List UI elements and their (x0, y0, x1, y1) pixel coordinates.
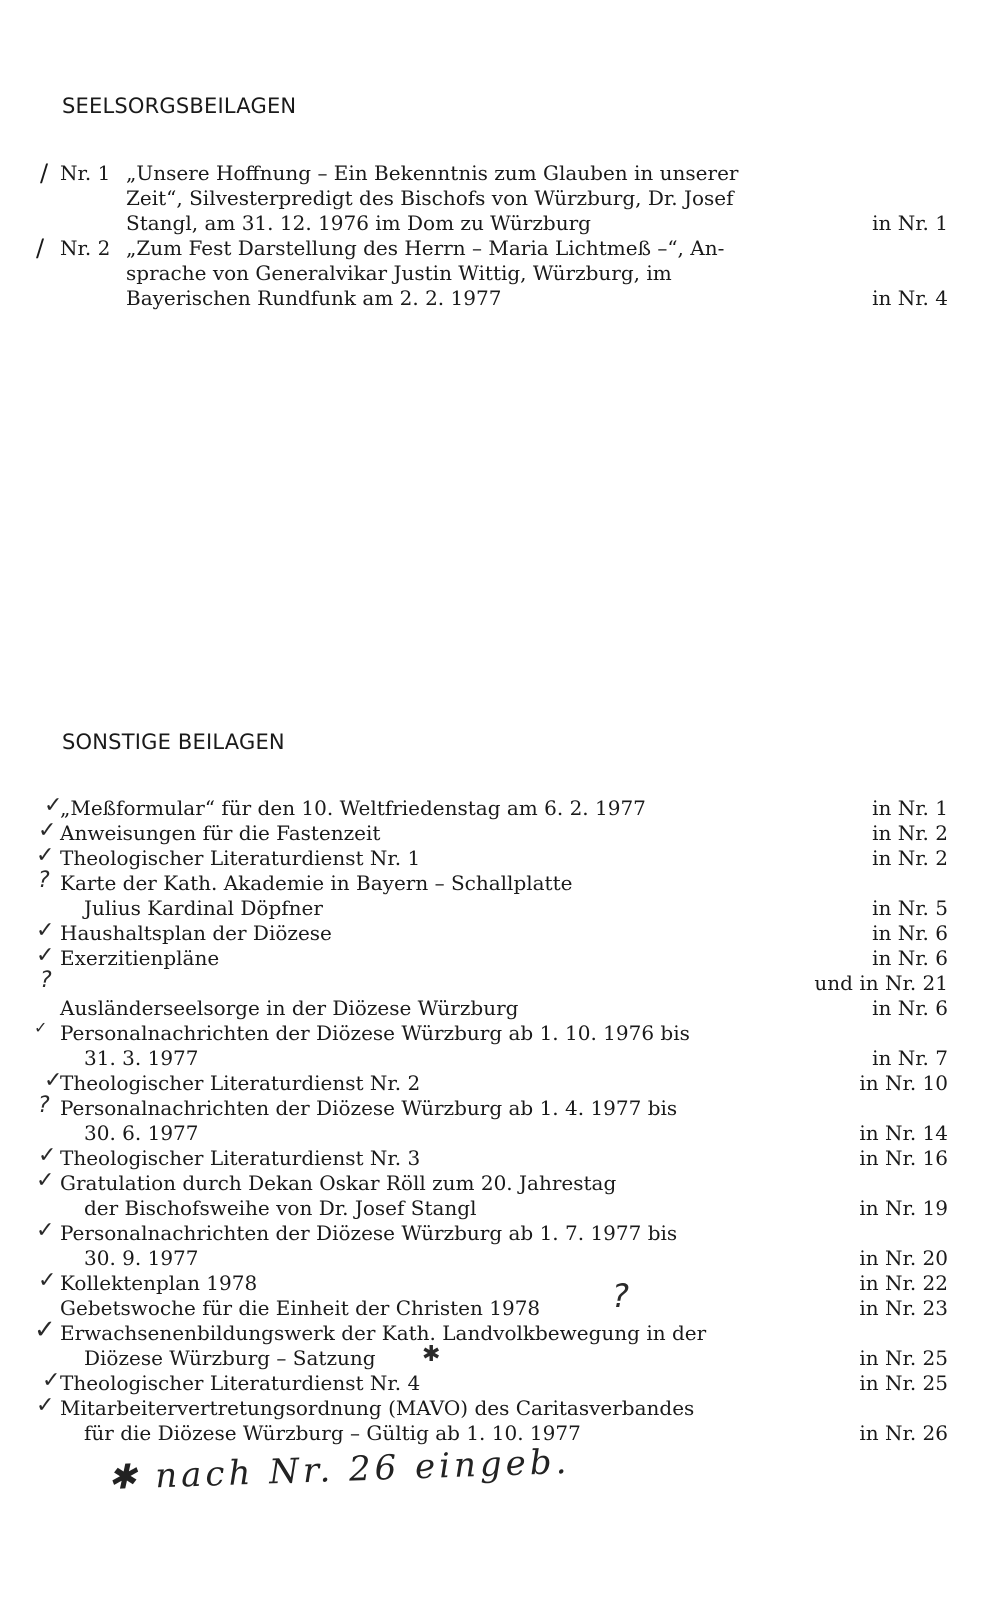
entry-text-line: Theologischer Literaturdienst Nr. 1 (60, 846, 421, 870)
check-mark: ✓ (36, 1393, 55, 1418)
check-mark: ✓ (36, 843, 55, 868)
entry-text-line: Haushaltsplan der Diözese (60, 921, 332, 945)
check-mark: ✓ (42, 1368, 61, 1393)
issue-reference: in Nr. 22 (859, 1271, 948, 1295)
asterisk-mark: ✱ (422, 1342, 441, 1367)
issue-reference: in Nr. 2 (872, 846, 948, 870)
entry-text-line: Ausländerseelsorge in der Diözese Würzburg (60, 996, 519, 1020)
issue-reference: in Nr. 10 (859, 1071, 948, 1095)
issue-reference: in Nr. 5 (872, 896, 948, 920)
entry-text-line: Gratulation durch Dekan Oskar Röll zum 20. Jahrestag (60, 1171, 617, 1195)
check-mark: ✓ (36, 943, 55, 968)
entry-text-line: Mitarbeitervertretungsordnung (MAVO) des Caritasverbandes (60, 1396, 695, 1420)
entry-text-line: Julius Kardinal Döpfner (84, 896, 323, 920)
entry-text-line: 30. 6. 1977 (84, 1121, 199, 1145)
entry-text-line: Theologischer Literaturdienst Nr. 3 (60, 1146, 421, 1170)
issue-reference: in Nr. 25 (859, 1371, 948, 1395)
question-mark: ? (40, 968, 52, 993)
check-mark: ✓ (36, 1218, 55, 1243)
entry-text-line: Theologischer Literaturdienst Nr. 4 (60, 1371, 421, 1395)
check-mark: ✓ (34, 1018, 48, 1037)
entry-text-line: Exerzitienpläne (60, 946, 220, 970)
entry-text-line: Karte der Kath. Akademie in Bayern – Schallplatte (60, 871, 573, 895)
entry-text-line: Theologischer Literaturdienst Nr. 2 (60, 1071, 421, 1095)
issue-reference: in Nr. 4 (872, 286, 948, 310)
entry-text-line: Kollektenplan 1978 (60, 1271, 258, 1295)
issue-reference: in Nr. 16 (859, 1146, 948, 1170)
check-mark: / (40, 159, 49, 187)
section-heading-sonstige: SONSTIGE BEILAGEN (62, 730, 285, 754)
entry-text-line: Bayerischen Rundfunk am 2. 2. 1977 (126, 286, 502, 310)
issue-reference: in Nr. 26 (859, 1421, 948, 1445)
check-mark: ✓ (38, 1268, 57, 1293)
entry-text-line: Erwachsenenbildungswerk der Kath. Landvolkbewegung in der (60, 1321, 707, 1345)
entry-text-line: der Bischofsweihe von Dr. Josef Stangl (84, 1196, 477, 1220)
check-mark: ✓ (34, 1315, 56, 1345)
question-mark: ? (612, 1277, 629, 1315)
question-mark: ? (38, 868, 50, 893)
entry-text-line: Stangl, am 31. 12. 1976 im Dom zu Würzburg (126, 211, 591, 235)
entry-text-line: Anweisungen für die Fastenzeit (60, 821, 381, 845)
handwritten-note: ✱ nach Nr. 26 eingeb. (107, 1441, 571, 1498)
issue-reference: in Nr. 2 (872, 821, 948, 845)
issue-reference: in Nr. 6 (872, 996, 948, 1020)
check-mark: ✓ (38, 1143, 57, 1168)
issue-reference: in Nr. 1 (872, 211, 948, 235)
entry-text-line: Personalnachrichten der Diözese Würzburg ab 1. 7. 1977 bis (60, 1221, 678, 1245)
issue-reference: in Nr. 19 (859, 1196, 948, 1220)
entry-number: Nr. 1 (60, 161, 111, 185)
entry-text-line: „Unsere Hoffnung – Ein Bekenntnis zum Glauben in unserer (126, 161, 739, 185)
section-heading-seelsorge: SEELSORGSBEILAGEN (62, 94, 297, 118)
issue-reference: in Nr. 23 (859, 1296, 948, 1320)
check-mark: / (36, 234, 45, 262)
entry-text-line: Personalnachrichten der Diözese Würzburg ab 1. 10. 1976 bis (60, 1021, 690, 1045)
entry-text-line: Gebetswoche für die Einheit der Christen 1978 (60, 1296, 541, 1320)
entry-number: Nr. 2 (60, 236, 111, 260)
entry-text-line: Zeit“, Silvesterpredigt des Bischofs von Würzburg, Dr. Josef (126, 186, 734, 210)
check-mark: ✓ (38, 818, 57, 843)
entry-text-line: Personalnachrichten der Diözese Würzburg ab 1. 4. 1977 bis (60, 1096, 678, 1120)
issue-reference: in Nr. 6 (872, 921, 948, 945)
check-mark: ✓ (44, 1068, 63, 1093)
question-mark: ? (38, 1093, 50, 1118)
issue-reference: in Nr. 20 (859, 1246, 948, 1270)
issue-reference: in Nr. 6 (872, 946, 948, 970)
entry-text-line: sprache von Generalvikar Justin Wittig, Würzburg, im (126, 261, 672, 285)
issue-reference: in Nr. 14 (859, 1121, 948, 1145)
issue-reference: in Nr. 25 (859, 1346, 948, 1370)
entry-text-line: „Meßformular“ für den 10. Weltfriedenstag am 6. 2. 1977 (60, 796, 646, 820)
entry-text-line: 31. 3. 1977 (84, 1046, 199, 1070)
issue-reference: in Nr. 1 (872, 796, 948, 820)
entry-text-line: für die Diözese Würzburg – Gültig ab 1. 10. 1977 (84, 1421, 581, 1445)
entry-text-line: Diözese Würzburg – Satzung (84, 1346, 376, 1370)
check-mark: ✓ (44, 793, 63, 818)
issue-reference: in Nr. 7 (872, 1046, 948, 1070)
check-mark: ✓ (36, 918, 55, 943)
check-mark: ✓ (36, 1168, 55, 1193)
entry-text-line: „Zum Fest Darstellung des Herrn – Maria Lichtmeß –“, An- (126, 236, 725, 260)
issue-reference: und in Nr. 21 (814, 971, 948, 995)
entry-text-line: 30. 9. 1977 (84, 1246, 199, 1270)
